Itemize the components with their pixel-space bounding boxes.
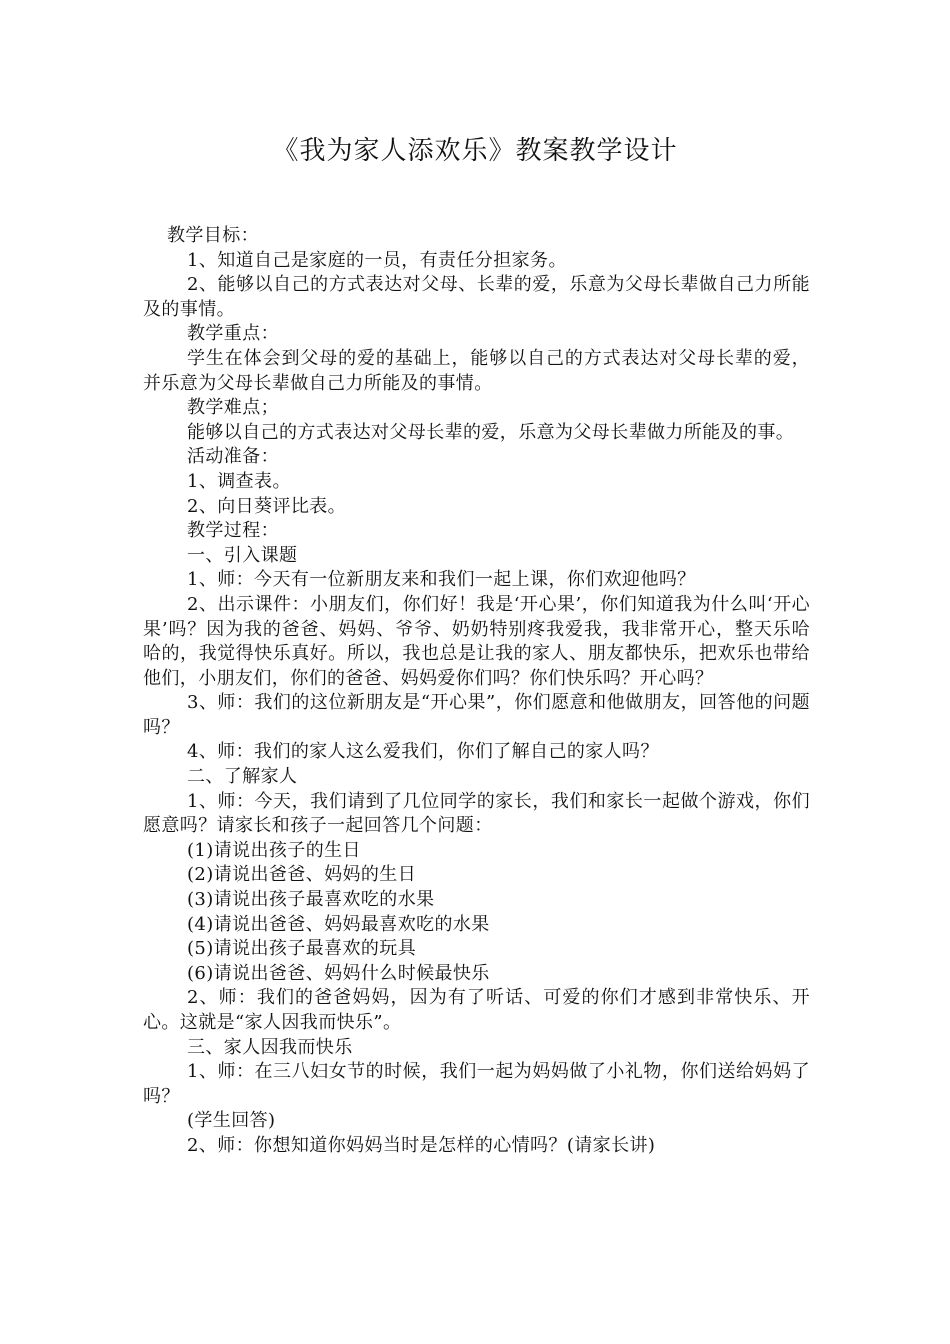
list-item: (2)请说出爸爸、妈妈的生日 [187,864,417,886]
list-item: (6)请说出爸爸、妈妈什么时候最快乐 [187,962,490,984]
paragraph: 教学过程： [187,520,279,542]
section-heading: 二、了解家人 [187,766,298,788]
paragraph: (学生回答) [187,1110,276,1132]
paragraph: 1、师：今天，我们请到了几位同学的家长，我们和家长一起做个游戏，你们愿意吗？请家长和孩子一起回答几个问题： [143,790,810,837]
paragraph: 能够以自己的方式表达对父母长辈的爱，乐意为父母长辈做力所能及的事。 [187,421,795,443]
document-title: 《我为家人添欢乐》教案教学设计 [272,136,678,166]
list-item: (5)请说出孩子最喜欢的玩具 [187,938,417,960]
paragraph: 2、向日葵评比表。 [187,495,347,517]
list-item: (3)请说出孩子最喜欢吃的水果 [187,889,435,911]
paragraph: 教学难点； [187,397,279,419]
list-item: (1)请说出孩子的生日 [187,839,361,861]
paragraph: 2、能够以自己的方式表达对父母、长辈的爱，乐意为父母长辈做自己力所能及的事情。 [143,274,810,320]
document-body [143,224,810,1159]
paragraph: 教学目标： [167,225,259,246]
paragraph: 1、师：今天有一位新朋友来和我们一起上课，你们欢迎他吗？ [187,569,696,591]
paragraph: 1、师：在三八妇女节的时候，我们一起为妈妈做了小礼物，你们送给妈妈了吗？ [143,1061,810,1107]
paragraph: 4、师：我们的家人这么爱我们，你们了解自己的家人吗？ [187,741,659,763]
paragraph: 教学重点： [187,323,279,345]
paragraph: 活动准备： [187,446,279,468]
section-heading: 三、家人因我而快乐 [187,1036,353,1058]
paragraph: 2、出示课件：小朋友们，你们好！我是‘开心果’，你们知道我为什么叫‘开心果’吗？因为我的爸爸、妈妈、爷爷、奶奶特别疼我爱我，我非常开心，整天乐哈哈的，我觉得快乐真好。所以，我也总是让我的家人、朋友都快乐，把欢乐也带给他们，小朋友们，你们的爸爸、妈妈爱你们吗？你们快乐吗？开心吗？ [143,593,810,689]
paragraph: 2、师：我们的爸爸妈妈，因为有了听话、可爱的你们才感到非常快乐、开心。这就是“家人因我而快乐”。 [143,987,810,1033]
paragraph: 学生在体会到父母的爱的基础上，能够以自己的方式表达对父母长辈的爱，并乐意为父母长辈做自己力所能及的事情。 [143,347,810,394]
paragraph: 2、师：你想知道你妈妈当时是怎样的心情吗？(请家长讲) [187,1134,656,1156]
paragraph: 1、调查表。 [187,470,291,492]
paragraph: 1、知道自己是家庭的一员，有责任分担家务。 [187,249,567,271]
paragraph: 3、师：我们的这位新朋友是“开心果”，你们愿意和他做朋友，回答他的问题吗？ [143,692,810,738]
list-item: (4)请说出爸爸、妈妈最喜欢吃的水果 [187,913,490,935]
section-heading: 一、引入课题 [187,544,298,566]
